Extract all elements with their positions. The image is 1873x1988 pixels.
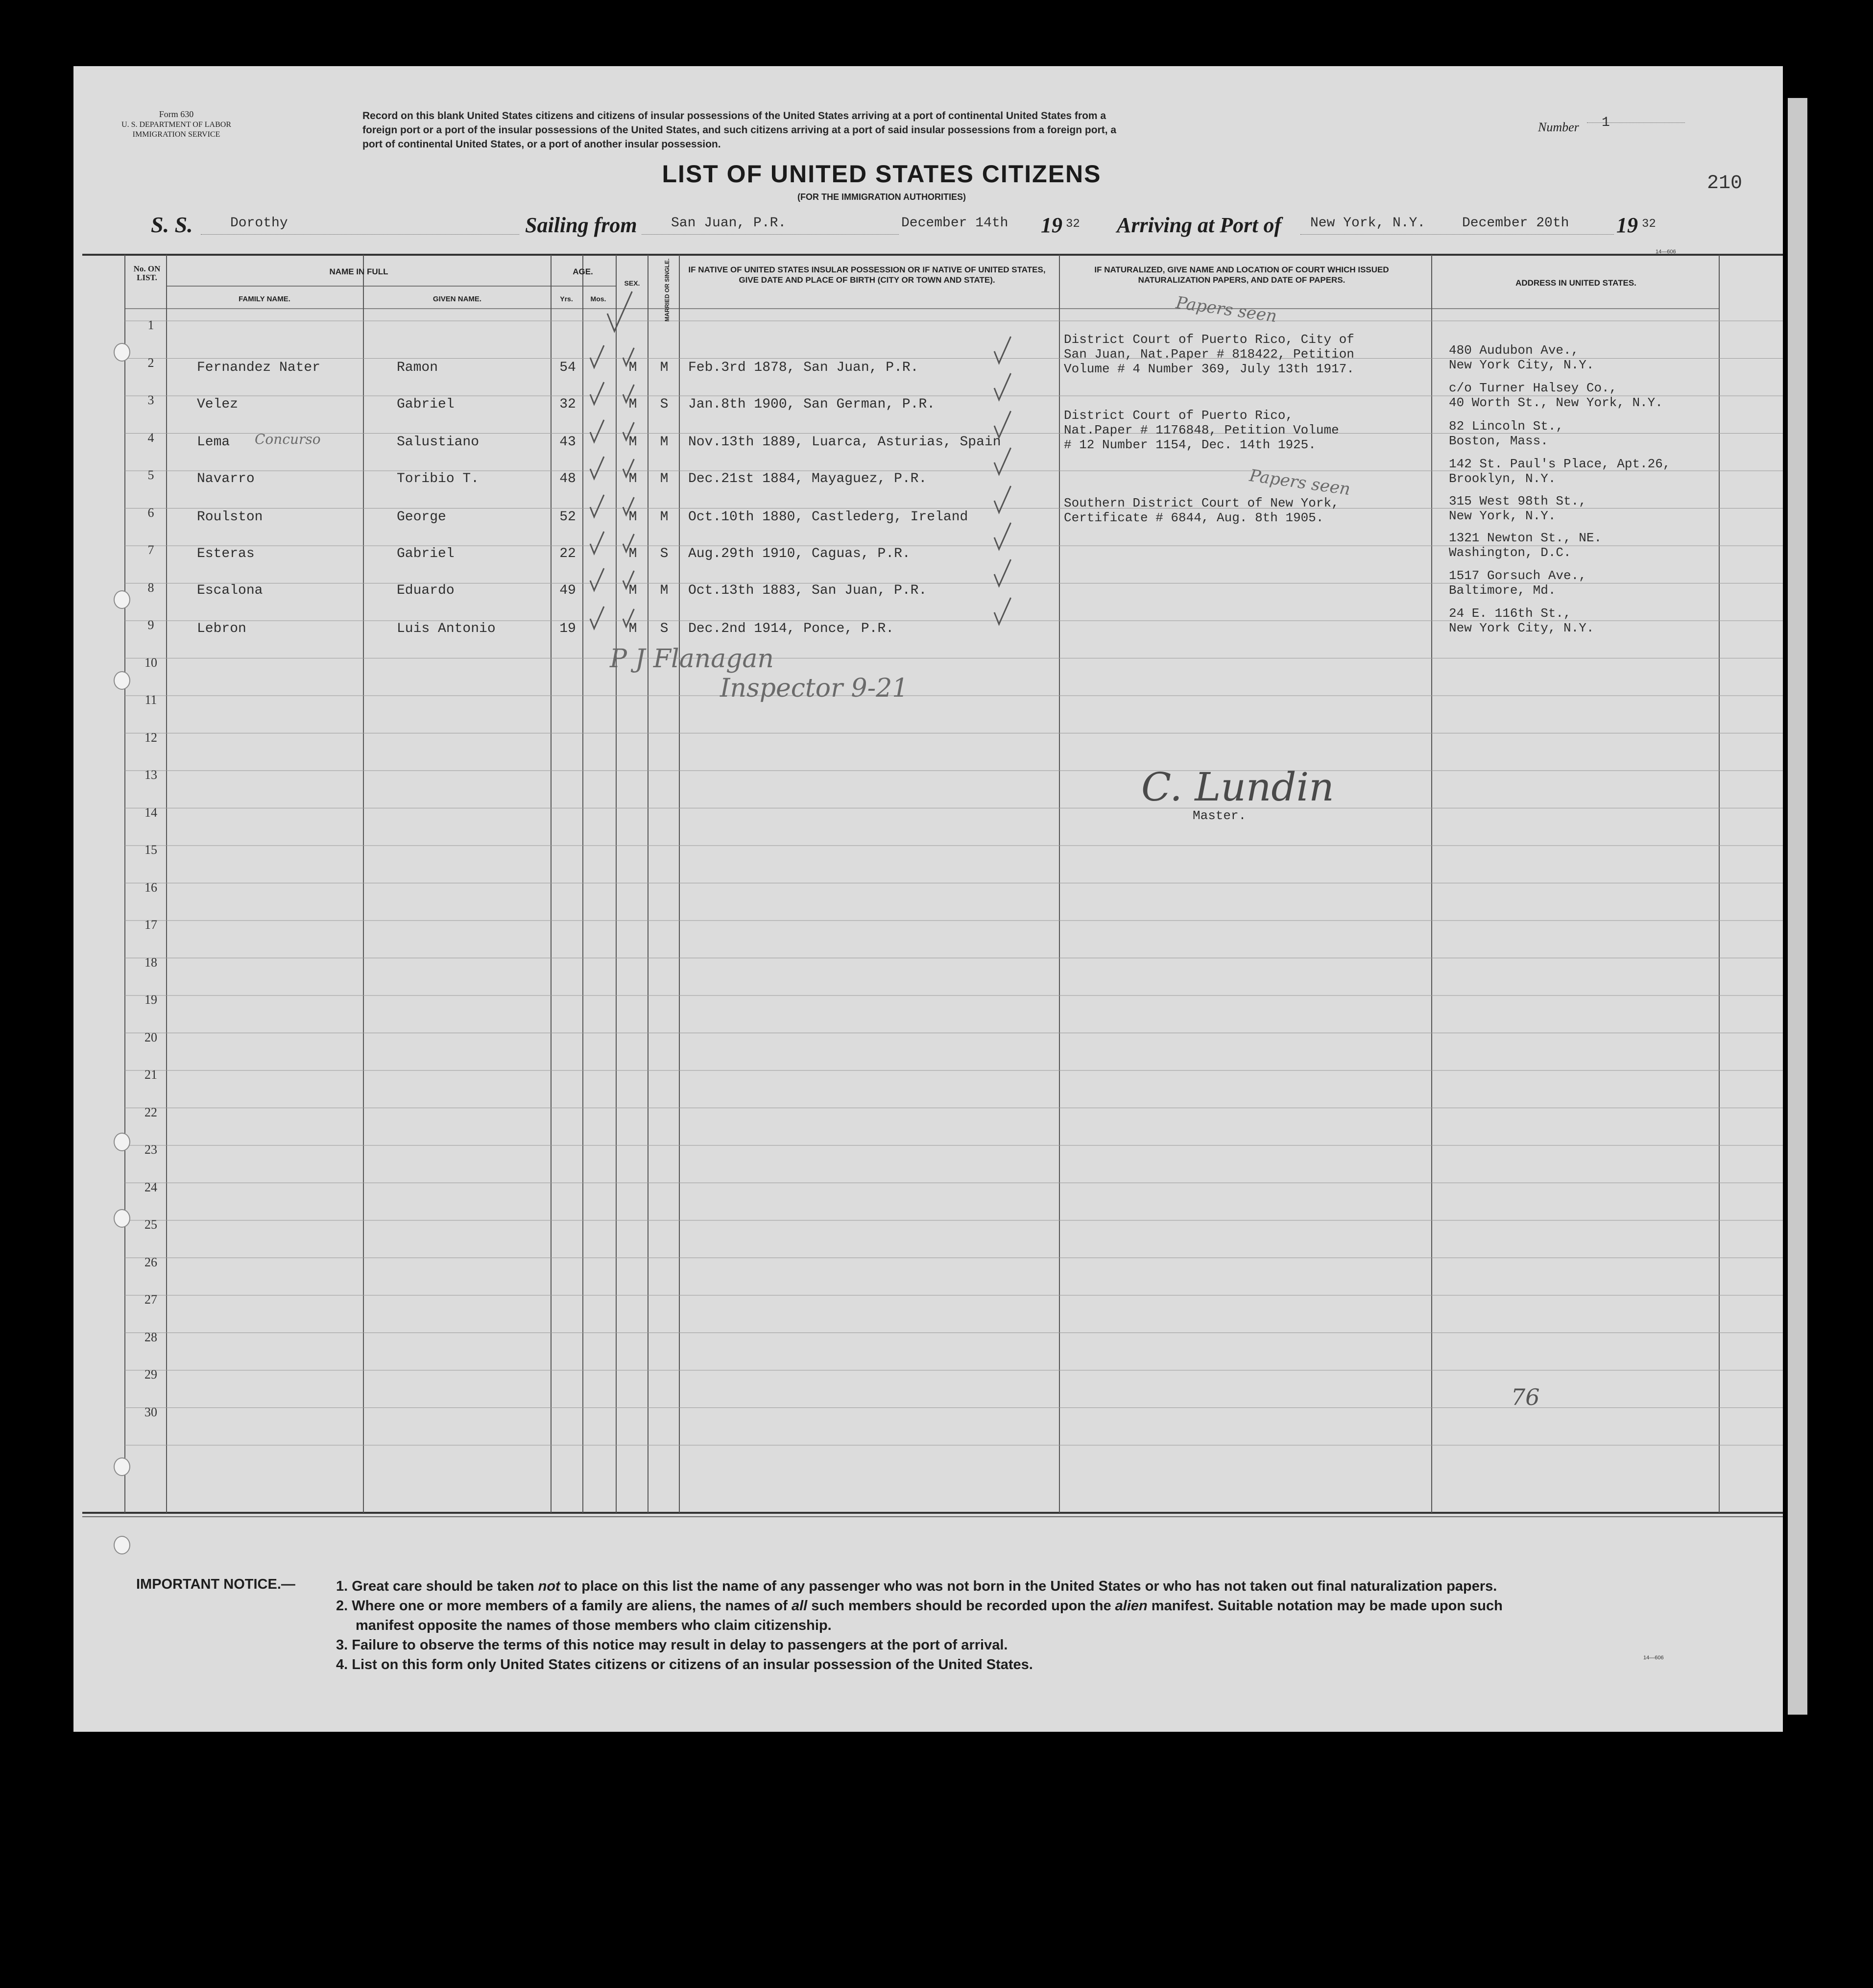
row-number: 22 — [144, 1105, 157, 1119]
check-mark — [590, 606, 604, 629]
birth-info: Jan.8th 1900, San German, P.R. — [688, 397, 936, 412]
row-number: 29 — [144, 1367, 157, 1382]
annotation-lema: Concurso — [255, 431, 321, 447]
row-number: 27 — [144, 1292, 157, 1307]
row-number: 11 — [144, 693, 157, 707]
row-number: 17 — [144, 918, 157, 932]
row-number: 25 — [144, 1217, 157, 1232]
check-mark — [590, 532, 604, 554]
row-number: 18 — [144, 955, 157, 970]
age-years: 22 — [559, 546, 576, 561]
address-line: 315 West 98th St., — [1449, 494, 1586, 509]
header-sex: SEX. — [624, 279, 640, 287]
family-name: Velez — [197, 397, 239, 412]
marital-status: M — [660, 583, 669, 598]
sailing-year: 32 — [1066, 218, 1080, 231]
naturalization-line: Nat.Paper # 1176848, Petition Volume — [1064, 423, 1339, 437]
row-number: 10 — [144, 655, 157, 670]
row-number: 4 — [147, 430, 154, 445]
address-line: Baltimore, Md. — [1449, 583, 1556, 598]
check-mark — [994, 448, 1011, 474]
header-naturalized: IF NATURALIZED, GIVE NAME AND LOCATION OF COURT WHICH ISSUED NATURALIZATION PAPERS, AND DATE OF PAPERS. — [1094, 265, 1389, 285]
tally-mark: 76 — [1511, 1384, 1540, 1410]
notice-text: 1. Great care should be taken — [336, 1578, 534, 1594]
row-number: 8 — [147, 580, 154, 595]
check-mark — [590, 382, 604, 404]
number-value: 1 — [1602, 115, 1610, 130]
family-name: Esteras — [197, 546, 255, 561]
address-line: Brooklyn, N.Y. — [1449, 471, 1556, 486]
notice-emphasis: alien — [1115, 1598, 1148, 1614]
check-mark — [590, 345, 604, 367]
family-name: Navarro — [197, 471, 255, 486]
naturalization-line: District Court of Puerto Rico, City of — [1064, 332, 1354, 347]
age-years: 54 — [559, 360, 576, 375]
given-name: Gabriel — [397, 546, 455, 561]
address-line: New York, N.Y. — [1449, 509, 1556, 523]
arriving-year-prefix: 19 — [1616, 213, 1638, 237]
naturalization-line: Certificate # 6844, Aug. 8th 1905. — [1064, 510, 1324, 525]
sex: M — [628, 546, 637, 561]
address-line: New York City, N.Y. — [1449, 621, 1594, 635]
check-mark — [994, 411, 1011, 437]
age-years: 19 — [559, 621, 576, 636]
master-label: Master. — [1193, 808, 1247, 823]
sex: M — [628, 435, 637, 450]
family-name: Lebron — [197, 621, 246, 636]
intro-line: port of continental United States, or a port of another insular possession. — [362, 139, 721, 150]
birth-info: Dec.2nd 1914, Ponce, P.R. — [688, 621, 894, 636]
arriving-date: December 20th — [1462, 216, 1569, 231]
family-name: Lema — [197, 435, 230, 450]
row-number: 9 — [147, 618, 154, 632]
papers-seen-2: Papers seen — [1248, 465, 1352, 500]
binder-hole — [114, 1536, 130, 1554]
row-number: 28 — [144, 1330, 157, 1344]
address-line: 82 Lincoln St., — [1449, 419, 1564, 434]
binder-hole — [114, 1133, 130, 1151]
inspector-title: Inspector 9-21 — [720, 674, 909, 703]
family-name: Escalona — [197, 583, 263, 598]
binder-hole — [114, 1209, 130, 1228]
address-line: 24 E. 116th St., — [1449, 606, 1571, 621]
row-number: 5 — [147, 468, 154, 482]
marital-status: M — [660, 435, 669, 450]
check-mark — [623, 348, 634, 365]
row-number: 15 — [144, 843, 157, 857]
sailing-from: San Juan, P.R. — [671, 216, 787, 231]
given-name: Gabriel — [397, 397, 455, 412]
notice-heading: IMPORTANT NOTICE.— — [136, 1576, 295, 1592]
arriving-label: Arriving at Port of — [1117, 213, 1282, 237]
notice-text: such members should be recorded upon the — [811, 1598, 1111, 1614]
sex: M — [628, 397, 637, 412]
row-number: 2 — [147, 355, 154, 370]
age-years: 48 — [559, 471, 576, 486]
header-name-in-full: NAME IN FULL — [329, 267, 388, 276]
birth-info: Feb.3rd 1878, San Juan, P.R. — [688, 360, 919, 375]
department: U. S. DEPARTMENT OF LABOR — [121, 121, 231, 129]
sex: M — [628, 621, 637, 636]
check-mark — [994, 598, 1011, 624]
marital-status: M — [660, 509, 669, 525]
check-mark — [623, 497, 634, 515]
given-name: George — [397, 509, 446, 525]
age-years: 32 — [559, 397, 576, 412]
sailing-label: Sailing from — [525, 213, 637, 237]
check-mark — [623, 571, 634, 588]
given-name: Luis Antonio — [397, 621, 496, 636]
footer-code: 14—606 — [1643, 1655, 1664, 1661]
binder-hole — [114, 590, 130, 609]
row-number: 26 — [144, 1255, 157, 1269]
sex: M — [628, 509, 637, 525]
ss-label: S. S. — [151, 212, 193, 237]
given-name: Toribio T. — [397, 471, 480, 486]
family-name: Fernandez Nater — [197, 360, 321, 375]
check-mark — [623, 459, 634, 477]
check-mark — [623, 385, 634, 402]
inspector-name: P J Flanagan — [610, 644, 774, 674]
check-mark — [623, 609, 634, 627]
sex: M — [628, 583, 637, 598]
row-number: 14 — [144, 805, 157, 820]
form-code: 14—606 — [1656, 249, 1676, 255]
row-number: 12 — [144, 730, 157, 745]
age-years: 43 — [559, 435, 576, 450]
header-given-name: GIVEN NAME. — [432, 295, 482, 303]
row-number: 20 — [144, 1030, 157, 1044]
notice-item-2 — [336, 1596, 1756, 1616]
notice-text: 2. Where one or more members of a family are aliens, the names of — [336, 1598, 788, 1614]
row-number: 16 — [144, 880, 157, 895]
header-yrs: Yrs. — [560, 295, 573, 303]
row-number: 19 — [144, 993, 157, 1007]
birth-info: Dec.21st 1884, Mayaguez, P.R. — [688, 471, 927, 486]
notice-items — [336, 1576, 1756, 1674]
check-mark — [994, 373, 1011, 400]
check-mark — [623, 422, 634, 440]
address-line: 480 Audubon Ave., — [1449, 343, 1579, 358]
marital-status: S — [660, 397, 669, 412]
naturalization-line: # 12 Number 1154, Dec. 14th 1925. — [1064, 437, 1316, 452]
marital-status: S — [660, 621, 669, 636]
sex: M — [628, 471, 637, 486]
header-family-name: FAMILY NAME. — [239, 295, 290, 303]
page-subtitle: (FOR THE IMMIGRATION AUTHORITIES) — [797, 192, 966, 202]
master-signature: C. Lundin — [1141, 764, 1334, 810]
sailing-year-prefix: 19 — [1041, 213, 1062, 237]
address-line: 142 St. Paul's Place, Apt.26, — [1449, 457, 1671, 471]
given-name: Salustiano — [397, 435, 480, 450]
binder-hole — [114, 1457, 130, 1476]
check-mark — [994, 337, 1011, 363]
check-mark — [607, 291, 632, 331]
sex: M — [628, 360, 637, 375]
address-line: Washington, D.C. — [1449, 545, 1571, 560]
check-mark — [994, 559, 1011, 586]
birth-info: Oct.10th 1880, Castlederg, Ireland — [688, 509, 968, 525]
address-line: New York City, N.Y. — [1449, 358, 1594, 372]
check-mark — [994, 523, 1011, 549]
intro-line: foreign port or a port of the insular possessions of the United States, and such citizens arriving at a port of said insular possessions from a foreign port, a — [362, 124, 1117, 136]
check-mark — [590, 420, 604, 442]
row-number: 30 — [144, 1405, 157, 1419]
notice-emphasis: all — [791, 1598, 808, 1614]
arriving-port: New York, N.Y. — [1310, 216, 1426, 231]
address-line: Boston, Mass. — [1449, 434, 1548, 448]
ship-name: Dorothy — [230, 216, 288, 231]
check-mark — [623, 534, 634, 552]
birth-info: Oct.13th 1883, San Juan, P.R. — [688, 583, 927, 598]
notice-text: manifest. Suitable notation may be made upon such — [1151, 1598, 1503, 1614]
birth-info: Aug.29th 1910, Caguas, P.R. — [688, 546, 911, 561]
papers-seen-1: Papers seen — [1175, 292, 1278, 327]
check-mark — [590, 568, 604, 590]
age-years: 52 — [559, 509, 576, 525]
age-years: 49 — [559, 583, 576, 598]
arriving-year: 32 — [1642, 218, 1656, 231]
address-line: 1321 Newton St., NE. — [1449, 531, 1602, 545]
row-number: 23 — [144, 1142, 157, 1157]
row-number: 6 — [147, 505, 154, 520]
given-name: Eduardo — [397, 583, 455, 598]
check-mark — [590, 495, 604, 517]
number-label: Number — [1538, 120, 1579, 134]
marital-status: M — [660, 360, 669, 375]
check-mark — [590, 457, 604, 479]
naturalization-line: San Juan, Nat.Paper # 818422, Petition — [1064, 347, 1354, 362]
family-name: Roulston — [197, 509, 263, 525]
header-birth: IF NATIVE OF UNITED STATES INSULAR POSSESSION OR IF NATIVE OF UNITED STATES, GIVE DATE AND PLACE OF BIRTH (CITY OR TOWN AND STATE). — [688, 265, 1046, 285]
binder-hole — [114, 343, 130, 362]
notice-emphasis: not — [538, 1578, 560, 1594]
notice-item-3: 3. Failure to observe the terms of this notice may result in delay to passengers at the port of arrival. — [336, 1637, 1008, 1653]
address-line: c/o Turner Halsey Co., — [1449, 381, 1617, 395]
form-number: Form 630 — [159, 109, 194, 119]
address-line: 1517 Gorsuch Ave., — [1449, 568, 1586, 583]
given-name: Ramon — [397, 360, 438, 375]
notice-item-4: 4. List on this form only United States citizens or citizens of an insular possession of the United States. — [336, 1657, 1033, 1673]
row-number: 13 — [144, 768, 157, 782]
row-number: 21 — [144, 1067, 157, 1082]
intro-line: Record on this blank United States citizens and citizens of insular possessions of the United States arriving at a port of continental United States from a — [362, 110, 1106, 121]
notice-text: to place on this list the name of any passenger who was not born in the United States or who has not taken out final naturalization papers. — [564, 1578, 1497, 1594]
marital-status: M — [660, 471, 669, 486]
header-address: ADDRESS IN UNITED STATES. — [1515, 278, 1636, 288]
naturalization-line: Southern District Court of New York, — [1064, 496, 1339, 510]
naturalization-line: District Court of Puerto Rico, — [1064, 408, 1294, 423]
row-number: 3 — [147, 393, 154, 407]
header-married: MARRIED OR SINGLE. — [664, 258, 671, 322]
header-mos: Mos. — [590, 295, 606, 303]
sailing-date: December 14th — [901, 216, 1009, 231]
birth-info: Nov.13th 1889, Luarca, Asturias, Spain — [688, 435, 1001, 450]
check-mark — [994, 486, 1011, 512]
address-line: 40 Worth St., New York, N.Y. — [1449, 395, 1663, 410]
header-age: AGE. — [573, 267, 593, 276]
row-number: 1 — [147, 318, 154, 332]
row-number: 7 — [147, 543, 154, 557]
notice-item-1 — [336, 1576, 1756, 1596]
naturalization-line: Volume # 4 Number 369, July 13th 1917. — [1064, 362, 1354, 376]
page-title: LIST OF UNITED STATES CITIZENS — [662, 160, 1102, 188]
service: IMMIGRATION SERVICE — [132, 130, 220, 139]
binder-hole — [114, 671, 130, 690]
notice-item-2-cont: manifest opposite the names of those members who claim citizenship. — [356, 1618, 832, 1633]
row-number: 24 — [144, 1180, 157, 1194]
stamp-number: 210 — [1707, 172, 1743, 194]
header-no-on-list: No. ON LIST. — [133, 264, 161, 282]
marital-status: S — [660, 546, 669, 561]
